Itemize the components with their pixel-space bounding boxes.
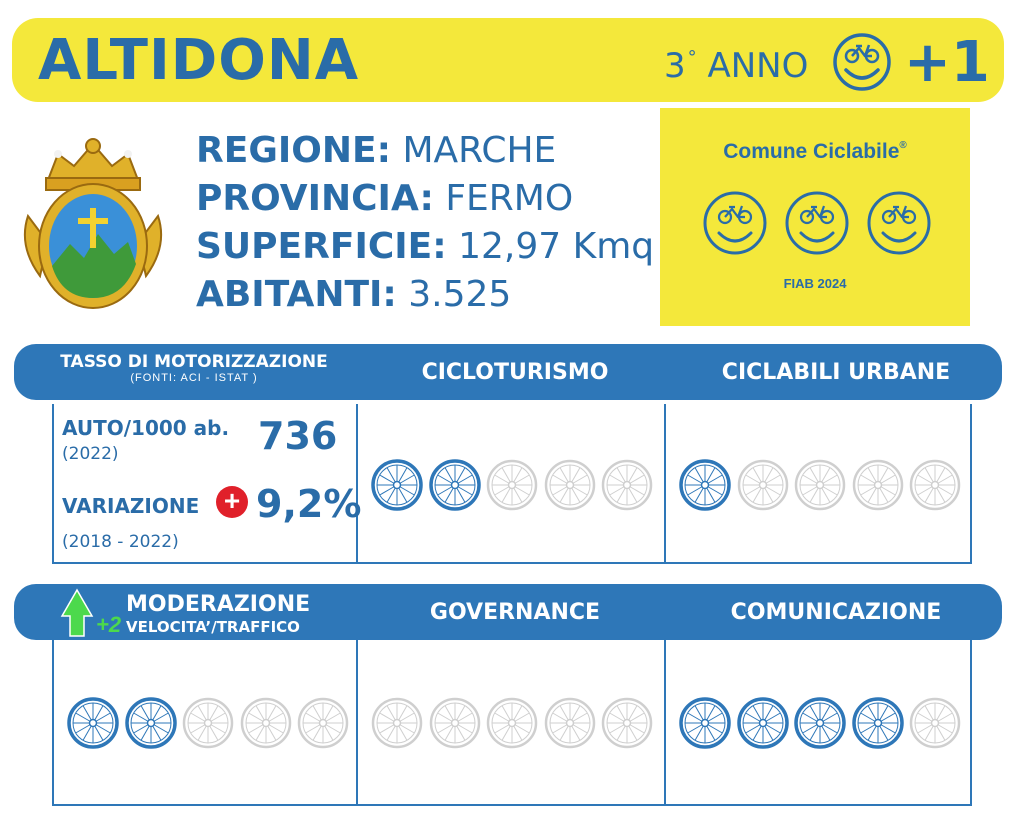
abitanti-value: 3.525 [408, 274, 512, 315]
wheel-filled-icon [793, 696, 847, 750]
bonus-label: +1 [904, 30, 990, 95]
plus-badge-icon: + [216, 486, 248, 518]
year-word: ANNO [707, 46, 809, 86]
variazione-years: (2018 - 2022) [62, 532, 179, 552]
governance-panel [358, 640, 666, 806]
superficie-value: 12,97 Kmq [458, 226, 655, 267]
badge-reg: ® [899, 140, 907, 151]
provincia-key: PROVINCIA: [196, 178, 434, 219]
wheel-empty-icon [543, 458, 597, 512]
town-name: ALTIDONA [38, 28, 360, 93]
wheel-empty-icon [296, 696, 350, 750]
wheel-empty-icon [908, 696, 962, 750]
year-number: 3 [664, 46, 686, 86]
motorizzazione-panel [52, 404, 362, 564]
wheel-empty-icon [600, 696, 654, 750]
variazione-label: VARIAZIONE [62, 494, 200, 518]
superficie-line [196, 226, 654, 274]
municipality-info [196, 130, 654, 322]
ciclabili-header: CICLABILI URBANE [721, 360, 951, 385]
abitanti-line [196, 274, 654, 322]
wheel-empty-icon [736, 458, 790, 512]
cicloturismo-rating [370, 458, 654, 514]
moderazione-title: MODERAZIONE [126, 592, 311, 617]
badge-title [660, 140, 970, 164]
comune-ciclabile-badge [660, 108, 970, 326]
wheel-filled-icon [736, 696, 790, 750]
wheel-filled-icon [851, 696, 905, 750]
cicloturismo-panel [358, 404, 666, 564]
bike-smile-icon [869, 193, 929, 253]
wheel-empty-icon [239, 696, 293, 750]
governance-header: GOVERNANCE [429, 600, 601, 625]
up-arrow-icon [60, 588, 94, 638]
section-bar-1 [14, 344, 1002, 400]
ciclabili-rating [678, 458, 962, 514]
auto-label: AUTO/1000 ab. [62, 416, 230, 440]
year-degree: ° [687, 47, 697, 68]
wheel-empty-icon [370, 696, 424, 750]
moderazione-subtitle: VELOCITA’/TRAFFICO [126, 618, 300, 636]
comunicazione-panel [666, 640, 972, 806]
moderazione-panel [52, 640, 358, 806]
regione-value: MARCHE [402, 130, 557, 171]
tasso-title: TASSO DI MOTORIZZAZIONE [60, 352, 328, 372]
auto-year: (2022) [62, 444, 119, 464]
section-bar-2 [14, 584, 1002, 640]
wheel-filled-icon [370, 458, 424, 512]
superficie-key: SUPERFICIE: [196, 226, 447, 267]
wheel-empty-icon [485, 458, 539, 512]
badge-title-text: Comune Ciclabile [723, 140, 900, 163]
wheel-empty-icon [485, 696, 539, 750]
wheel-filled-icon [66, 696, 120, 750]
provincia-line [196, 178, 654, 226]
moderazione-rating [66, 696, 350, 752]
tasso-header [36, 352, 352, 384]
wheel-filled-icon [678, 458, 732, 512]
wheel-empty-icon [428, 696, 482, 750]
badge-footer: FIAB 2024 [783, 276, 847, 291]
year-label [664, 46, 808, 86]
provincia-value: FERMO [445, 178, 574, 219]
moderazione-header [50, 588, 360, 640]
wheel-empty-icon [600, 458, 654, 512]
moderazione-bonus: +2 [96, 612, 122, 637]
header-bar [12, 18, 1004, 102]
governance-rating [370, 696, 654, 752]
variazione-value: 9,2% [256, 482, 362, 526]
wheel-empty-icon [543, 696, 597, 750]
bike-smile-icon [832, 32, 892, 92]
regione-line [196, 130, 654, 178]
wheel-filled-icon [124, 696, 178, 750]
bike-smile-icon [787, 193, 847, 253]
auto-value: 736 [258, 414, 338, 458]
badge-smiles [702, 190, 932, 256]
wheel-empty-icon [851, 458, 905, 512]
abitanti-key: ABITANTI: [196, 274, 397, 315]
wheel-filled-icon [678, 696, 732, 750]
tasso-sources: (FONTI: ACI - ISTAT ) [130, 372, 258, 384]
bike-smile-icon [705, 193, 765, 253]
coat-of-arms-icon [14, 136, 172, 316]
cicloturismo-header: CICLOTURISMO [421, 360, 609, 385]
regione-key: REGIONE: [196, 130, 391, 171]
wheel-empty-icon [181, 696, 235, 750]
comunicazione-rating [678, 696, 962, 752]
ciclabili-panel [666, 404, 972, 564]
comunicazione-header: COMUNICAZIONE [730, 600, 942, 625]
wheel-empty-icon [908, 458, 962, 512]
wheel-empty-icon [793, 458, 847, 512]
wheel-filled-icon [428, 458, 482, 512]
